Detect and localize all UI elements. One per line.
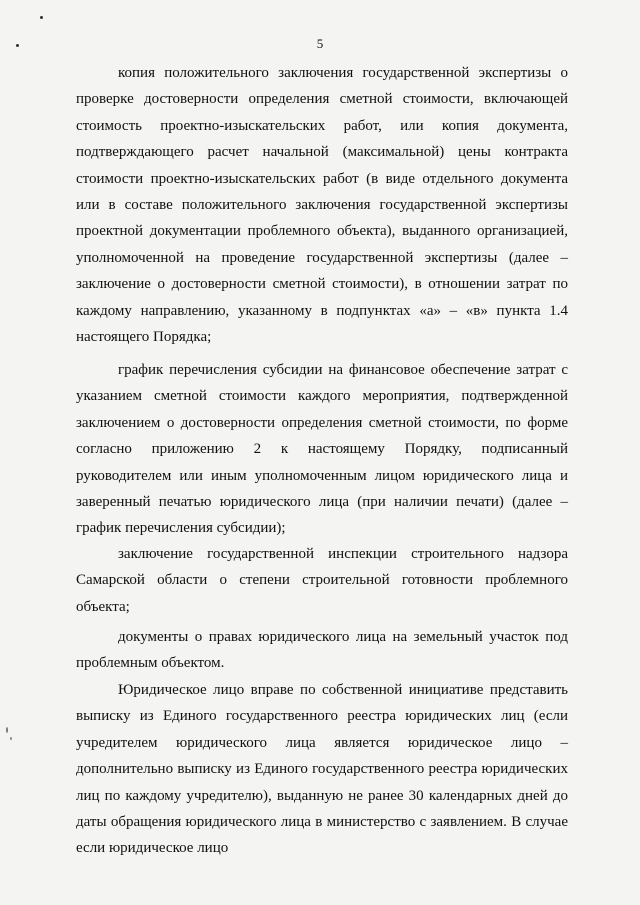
scan-speck — [40, 16, 43, 19]
paragraph: копия положительного заключения государственной экспертизы о проверке достоверности определения сметной стоимости, включающей стоимость проектно-изыскательских работ, или копия документа, подтверждающего расчет начальной (максимальной) цены контракта стоимости проектно-изыскательских работ (в виде отдельного документа или в составе положительного заключения государственной экспертизы проектной документации проблемного объекта), выданного организацией, уполномоченной на проведение государственной экспертизы (далее – заключение о достоверности сметной стоимости), в отношении затрат по каждому направлению, указанному в подпунктах «а» – «в» пункта 1.4 настоящего Порядка; — [76, 65, 568, 346]
paragraph: график перечисления субсидии на финансовое обеспечение затрат с указанием сметной стоимости каждого мероприятия, подтвержденной заключением о достоверности определения сметной стоимости, по форме согласно приложению 2 к настоящему Порядку, подписанный руководителем или иным уполномоченным лицом юридического лица и заверенный печатью юридического лица (при наличии печати) (далее – график перечисления субсидии); — [76, 362, 568, 537]
scan-speck — [10, 737, 12, 740]
paragraph: заключение государственной инспекции строительного надзора Самарской области о степени строительной готовности проблемного объекта; — [76, 546, 568, 615]
paragraph: Юридическое лицо вправе по собственной инициативе представить выписку из Единого государственного реестра юридических лиц (если учредителем юридического лица является юридическое лицо – дополнительно выписку из Единого государственного реестра юридических лиц по каждому учредителю), выданную не ранее 30 календарных дней до даты обращения юридического лица в министерство с заявлением. В случае если юридическое лицо — [76, 682, 568, 857]
page-number: 5 — [316, 36, 324, 51]
scan-speck — [6, 727, 8, 733]
paragraph: документы о правах юридического лица на земельный участок под проблемным объектом. — [76, 629, 568, 672]
